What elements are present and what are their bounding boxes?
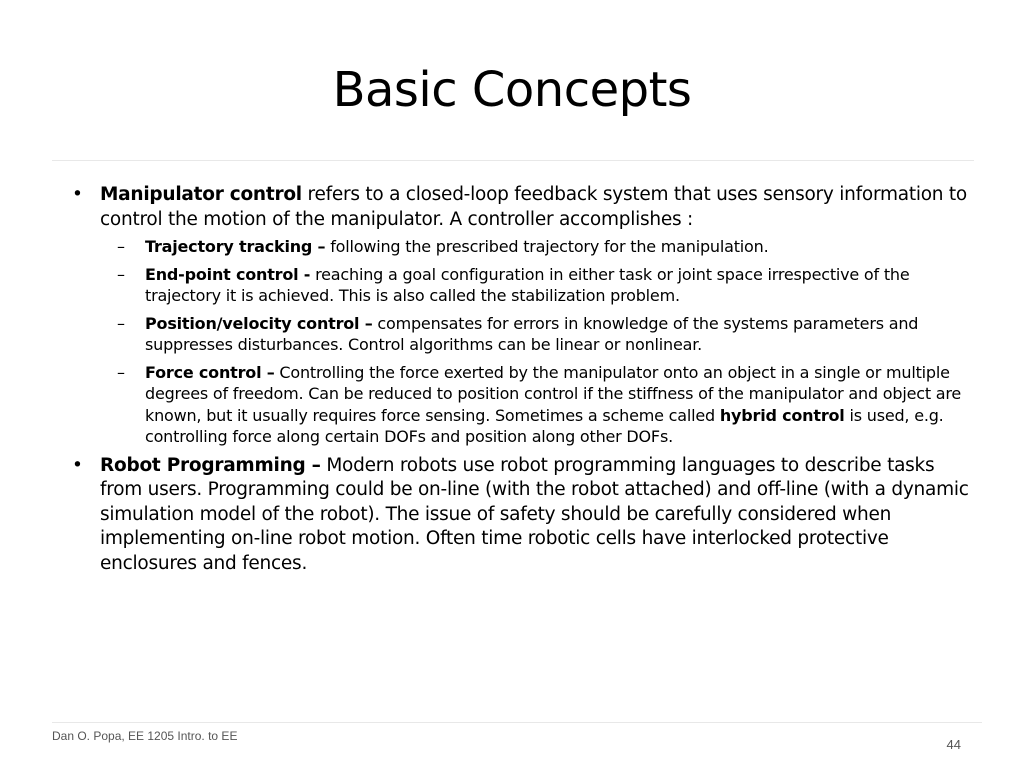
dash-marker: – xyxy=(117,264,125,284)
dash-marker: – xyxy=(117,362,125,382)
slide-body xyxy=(72,183,972,580)
dash-marker: – xyxy=(117,237,125,256)
bullet-heading: Manipulator control xyxy=(100,184,302,205)
title-divider xyxy=(52,160,974,161)
sub-bullet-text: reaching a goal configuration in either task or joint space irrespective of the trajectory it is achieved. This is also called the stabilization problem. xyxy=(145,264,910,305)
bullet-manipulator-control xyxy=(72,183,972,232)
bullet-robot-programming xyxy=(72,454,972,577)
footer-divider xyxy=(52,722,982,723)
bullet-text: refers to a closed-loop feedback system that uses sensory information to control the motion of the manipulator. A controller accomplishes : xyxy=(100,184,967,230)
sub-bullet-text: Controlling the force exerted by the manipulator onto an object in a single or multiple degrees of freedom. Can be reduced to position control if the stiffness of the manipulator and object are known, but it usually requires force sensing. Sometimes a scheme called xyxy=(145,362,962,425)
sub-bullet-heading: End-point control - xyxy=(145,264,311,284)
dash-marker: – xyxy=(117,313,125,333)
sub-bullet-text-continued: is used, e.g. controlling force along certain DOFs and position along other DOFs. xyxy=(145,405,944,446)
sub-bullet-heading: Trajectory tracking – xyxy=(145,237,326,256)
sub-bullet-text: compensates for errors in knowledge of the systems parameters and suppresses disturbances. Control algorithms can be linear or nonlinear. xyxy=(145,313,919,354)
sub-bullet-heading: Position/velocity control – xyxy=(145,313,373,333)
bullet-marker: • xyxy=(72,454,83,476)
bullet-heading: Robot Programming – xyxy=(100,454,321,476)
footer-text: Dan O. Popa, EE 1205 Intro. to EE xyxy=(52,729,238,743)
slide-title: Basic Concepts xyxy=(332,62,692,118)
sub-bullet-end-point-control xyxy=(72,264,972,307)
bullet-marker: • xyxy=(72,184,83,205)
hybrid-control-term: hybrid control xyxy=(719,405,845,425)
sub-bullet-text: following the prescribed trajectory for the manipulation. xyxy=(325,237,769,256)
bullet-text: Modern robots use robot programming languages to describe tasks from users. Programming could be on-line (with the robot attached) and off-line (with a dynamic simulation model of the robot). The issue of safety should be carefully considered when implementing on-line robot motion. Often time robotic cells have interlocked protective enclosures and fences. xyxy=(100,454,969,574)
sub-bullet-heading: Force control – xyxy=(145,362,275,382)
sub-bullet-force-control xyxy=(72,362,972,448)
page-number: 44 xyxy=(946,737,961,752)
sub-bullet-trajectory-tracking xyxy=(72,236,972,258)
sub-bullet-position-velocity-control xyxy=(72,313,972,356)
